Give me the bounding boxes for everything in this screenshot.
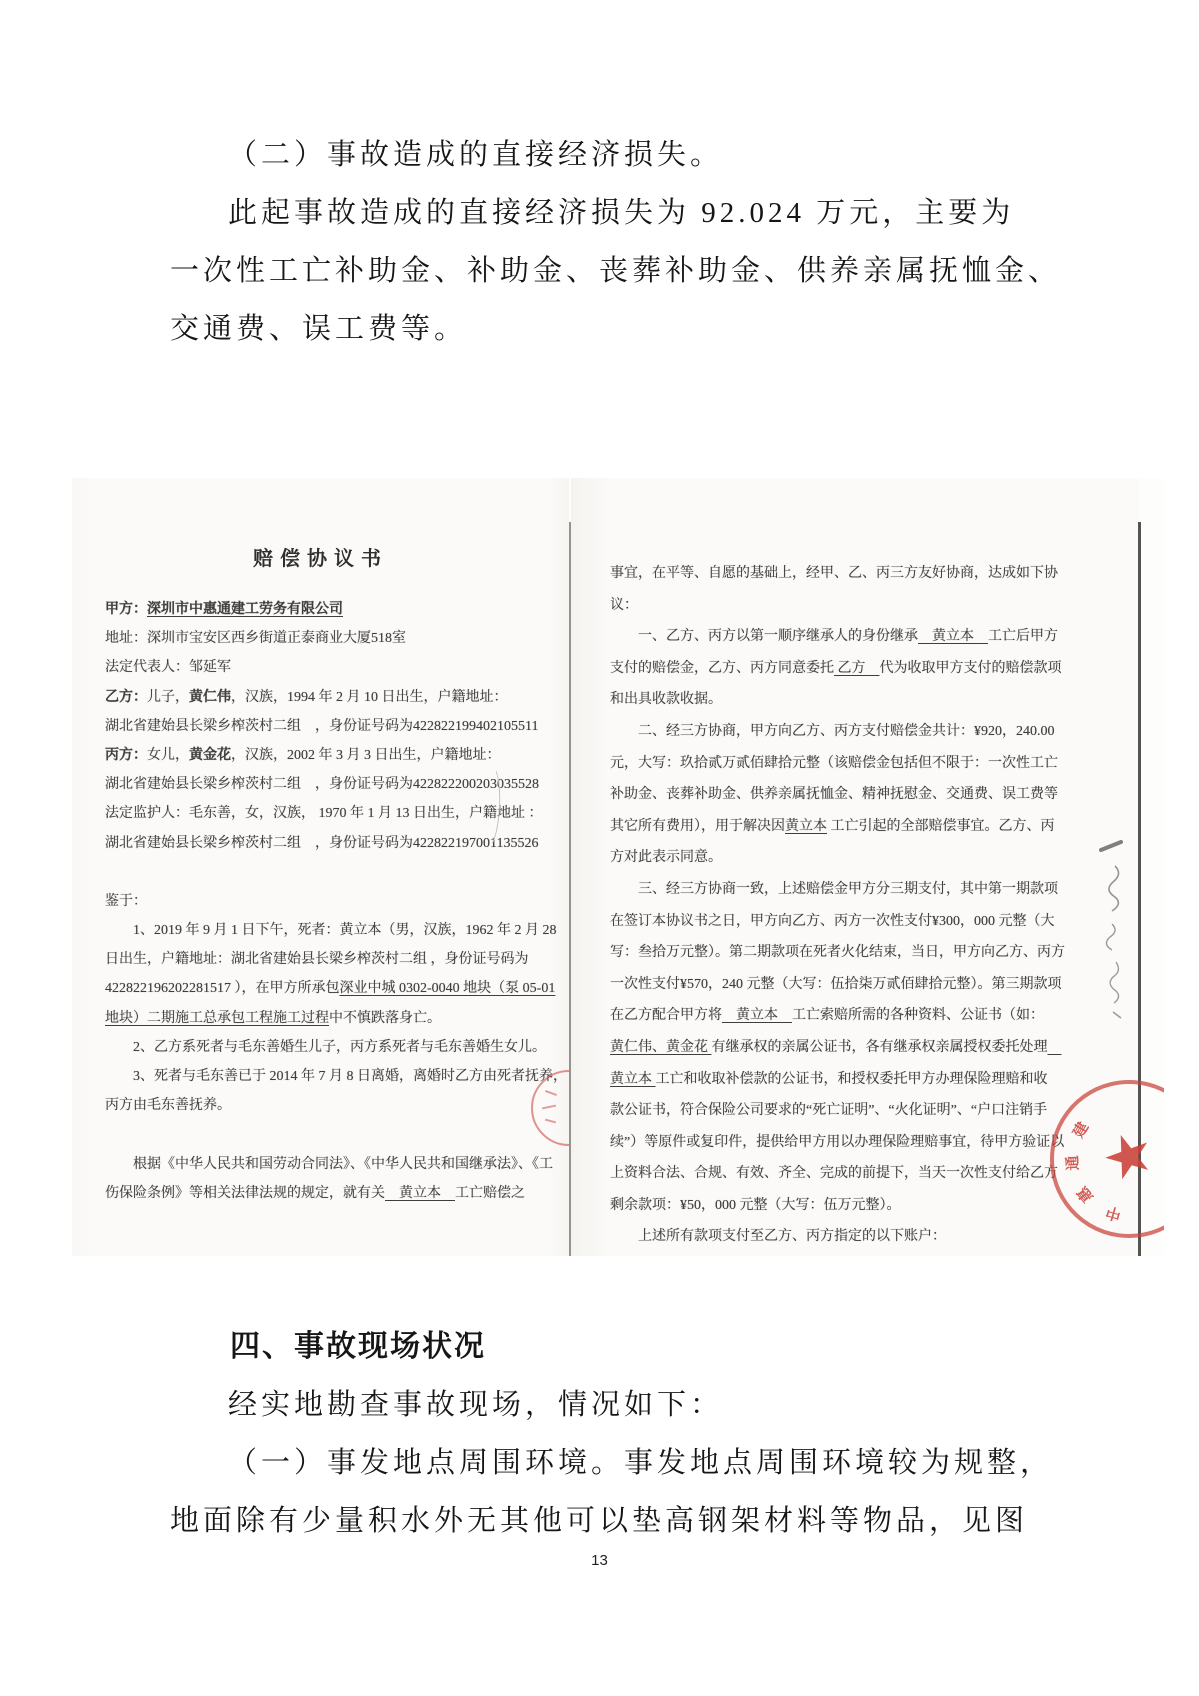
- red-seal-arc-icon: [531, 1070, 569, 1146]
- text-line: 一次性工亡补助金、补助金、丧葬补助金、供养亲属抚恤金、: [170, 255, 1062, 287]
- text-line: 剩余款项：¥50，000 元整（大写：伍万元整）。: [610, 1197, 901, 1213]
- text-line: 交通费、误工费等。: [170, 313, 468, 345]
- seal-ring-text: 中 惠 通 建: [1065, 1119, 1124, 1223]
- text-line: 和出具收款收据。: [610, 692, 722, 708]
- text-line: 根据《中华人民共和国劳动合同法》、《中华人民共和国继承法》、《工: [133, 1156, 553, 1172]
- text-line: 其它所有费用），用于解决因黄立本 工亡引起的全部赔偿事宜。乙方、丙: [610, 818, 1055, 834]
- page-gutter-line: [569, 522, 571, 1256]
- handwriting-mark: [1095, 840, 1135, 1020]
- economic-loss-section: [170, 126, 1060, 358]
- text-line: 2、乙方系死者与毛东善婚生儿子，丙方系死者与毛东善婚生女儿。: [133, 1039, 546, 1055]
- left-page-body: [72, 595, 569, 1208]
- agreement-title: 赔偿协议书: [253, 548, 388, 570]
- text-line: 上资料合法、合规、有效、齐全、完成的前提下，当天一次性支付给乙方: [610, 1166, 1058, 1182]
- text-line: 地面除有少量积水外无其他可以垫高钢架材料等物品，见图: [170, 1505, 1029, 1537]
- text-line: 元，大写：玖拾贰万贰佰肆拾元整（该赔偿金包括但不限于：一次性工亡: [610, 755, 1058, 771]
- text-line: （二）事故造成的直接经济损失。: [228, 139, 724, 171]
- text-line: 一、乙方、丙方以第一顺序继承人的身份继承 黄立本 工亡后甲方: [638, 629, 1058, 645]
- text-line: 422822196202281517 ），在甲方所承包深业中城 0302-0040 地块（泵 05-01: [105, 981, 556, 997]
- scan-left-page: [72, 478, 569, 1256]
- text-line: 丙方：女儿，黄金花，汉族，2002 年 3 月 3 日出生，户籍地址：: [105, 747, 501, 763]
- text-line: 二、经三方协商，甲方向乙方、丙方支付赔偿金共计：¥920，240.00: [638, 723, 1055, 739]
- text-line: 议：: [610, 597, 638, 613]
- text-line: 一次性支付¥570，240 元整（大写：伍拾柒万贰佰肆拾元整）。第三期款项: [610, 976, 1062, 992]
- text-line: 伤保险条例》等相关法律法规的规定，就有关 黄立本 工亡赔偿之: [105, 1185, 525, 1201]
- text-line: 款公证书，符合保险公司要求的“死亡证明”、“火化证明”、“户口注销手: [610, 1103, 1048, 1119]
- blank-line: [105, 858, 549, 887]
- section-heading: 四、事故现场状况: [230, 1330, 486, 1363]
- text-line: 支付的赔偿金，乙方、丙方同意委托 乙方 代为收取甲方支付的赔偿款项: [610, 660, 1062, 676]
- text-line: 法定代表人：邹延军: [105, 660, 231, 676]
- blank-line: [105, 1120, 549, 1149]
- text-line: 湖北省建始县长梁乡榨茨村二组 ，身份证号码为422822197001135526: [105, 835, 539, 851]
- text-line: 上述所有款项支付至乙方、丙方指定的以下账户：: [638, 1229, 946, 1245]
- text-line: 3、死者与毛东善已于 2014 年 7 月 8 日离婚，离婚时乙方由死者抚养，: [133, 1069, 567, 1084]
- page-number: 13: [591, 1552, 608, 1569]
- text-line: 丙方由毛东善抚养。: [105, 1098, 231, 1114]
- text-line: 湖北省建始县长梁乡榨茨村二组 ，身份证号码为422822200203035528: [105, 777, 539, 793]
- text-line: 写：叁拾万元整）。第二期款项在死者火化结束，当日，甲方向乙方、丙方: [610, 945, 1065, 961]
- text-line: （一）事发地点周围环境。事发地点周围环境较为规整，: [228, 1447, 1054, 1479]
- text-line: 甲方：深圳市中惠通建工劳务有限公司: [105, 602, 343, 617]
- star-icon: ★: [1092, 1114, 1164, 1197]
- text-line: 法定监护人：毛东善，女，汉族， 1970 年 1 月 13 日出生，户籍地址 ：: [105, 806, 543, 822]
- text-line: 鉴于：: [105, 893, 147, 909]
- text-line: 三、经三方协商一致，上述赔偿金甲方分三期支付，其中第一期款项: [638, 881, 1058, 897]
- partial-seal-stamp: [531, 1070, 569, 1148]
- text-line: 乙方：儿子，黄仁伟，汉族，1994 年 2 月 10 日出生，户籍地址：: [105, 689, 508, 705]
- text-line: 方对此表示同意。: [610, 850, 722, 866]
- text-line: 地址：深圳市宝安区西乡街道正泰商业大厦518室: [105, 631, 406, 647]
- text-line: 此起事故造成的直接经济损失为 92.024 万元，主要为: [228, 197, 1015, 229]
- text-line: 续”）等原件或复印件，提供给甲方用以办理保险理赔事宜，待甲方验证以: [610, 1134, 1065, 1150]
- text-line: 湖北省建始县长梁乡榨茨村二组 ，身份证号码为422822199402105511: [105, 718, 539, 734]
- text-line: 地块）二期施工总承包工程施工过程中不慎跌落身亡。: [105, 1010, 441, 1026]
- scene-status-section: [170, 1318, 1060, 1550]
- text-line: 经实地勘查事故现场，情况如下：: [228, 1389, 724, 1421]
- text-line: 黄仁伟、黄金花 有继承权的亲属公证书，各有继承权亲属授权委托处理: [610, 1039, 1048, 1055]
- text-line: 在乙方配合甲方将 黄立本 工亡索赔所需的各种资料、公证书（如：: [610, 1008, 1044, 1024]
- text-line: 日出生，户籍地址：湖北省建始县长梁乡榨茨村二组 ，身份证号码为: [105, 952, 529, 968]
- text-line: 1、2019 年 9 月 1 日下午，死者：黄立本（男，汉族，1962 年 2 月 28: [133, 923, 557, 939]
- text-line: 黄立本 工亡和收取补偿款的公证书，和授权委托甲方办理保险理赔和收: [610, 1071, 1048, 1087]
- text-line: 补助金、丧葬补助金、供养亲属抚恤金、精神抚慰金、交通费、误工费等: [610, 787, 1058, 803]
- text-line: 在签订本协议书之日，甲方向乙方、丙方一次性支付¥300，000 元整（大: [610, 913, 1055, 929]
- agreement-scan-region: [72, 478, 1164, 1256]
- text-line: 事宜，在平等、自愿的基础上，经甲、乙、丙三方友好协商，达成如下协: [610, 566, 1058, 581]
